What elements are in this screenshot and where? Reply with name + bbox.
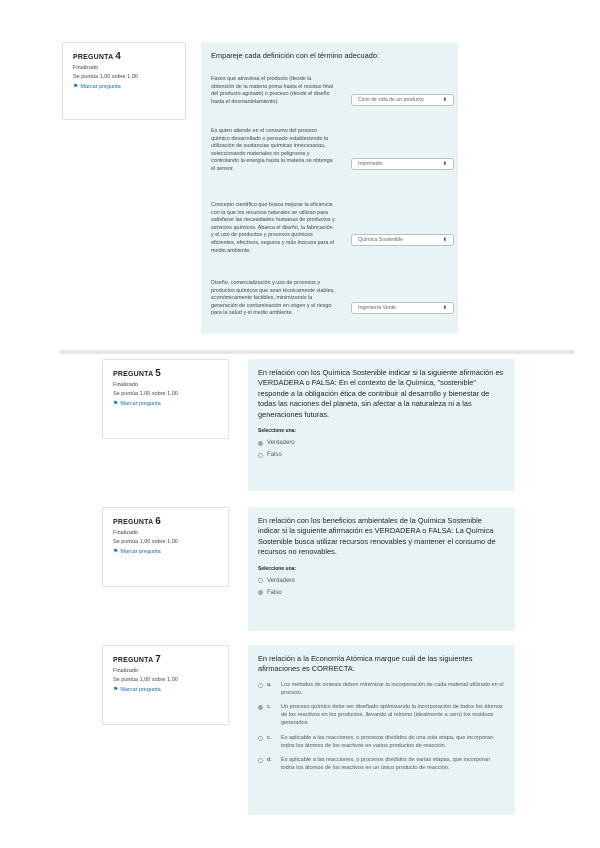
match-row [211, 76, 451, 106]
radio-icon[interactable] [258, 683, 263, 688]
question-4-info [62, 42, 186, 120]
choice-d[interactable]: d. Es aplicable a las reacciones, o procesos divididos de varias etapas, que incorporan todos los átomos de los reactivos en un único producto de reacción. [258, 757, 505, 773]
match-row [211, 202, 451, 255]
flag-icon: ⚑ [73, 84, 79, 90]
match-select[interactable]: Ingeniería Verde ⬍ [351, 302, 454, 314]
question-6-score: Se puntúa 1,00 sobre 1,00 [113, 539, 178, 545]
chevron-down-icon: ⬍ [442, 161, 447, 167]
option-false[interactable]: Falso [258, 590, 505, 596]
question-7-status: Finalizado [113, 668, 139, 674]
question-6-content [248, 507, 515, 631]
chevron-down-icon: ⬍ [442, 97, 447, 103]
match-definition: Diseño, comercialización y uso de procesos y productos químicos que sean técnicamente viables, económicamente factibles, minimizando la generación de contaminación en origen y el riesgo para la salud y el medio ambiente. [211, 280, 335, 317]
radio-checked-icon[interactable] [258, 441, 263, 446]
match-definition: Es quien atiende en el consumo del proceso químico desarrollado o pensado estableciendo la utilización de sustancias químicas innecesarias, seleccionando materiales no peligrosos y controlando la energía hasta la materia se obtenga el sensor. [211, 128, 333, 172]
radio-icon[interactable] [258, 453, 263, 458]
question-6-text: En relación con los beneficios ambientales de la Química Sostenible indicar si la siguiente afirmación es VERDADERA o FALSA: La Química Sostenible busca utilizar recursos renovables y mantener el consumo de recursos no renovables. [258, 516, 496, 557]
question-5-content [248, 359, 515, 491]
question-6-info [102, 507, 229, 587]
radio-checked-icon[interactable] [258, 590, 263, 595]
flag-icon: ⚑ [113, 687, 119, 693]
question-5-status: Finalizado [113, 382, 139, 388]
flag-icon: ⚑ [113, 549, 119, 555]
question-5-flag-link[interactable]: ⚑ Marcar pregunta [113, 400, 161, 407]
match-row [211, 280, 451, 318]
radio-icon[interactable] [258, 578, 263, 583]
radio-icon[interactable] [258, 736, 263, 741]
select-one-label: Seleccione una: [258, 565, 297, 572]
flag-icon: ⚑ [113, 401, 119, 407]
chevron-down-icon: ⬍ [442, 305, 447, 311]
radio-icon[interactable] [258, 758, 263, 763]
question-6-status: Finalizado [113, 530, 139, 536]
match-select[interactable]: Intermedio ⬍ [351, 158, 454, 170]
option-false[interactable]: Falso [258, 452, 505, 458]
question-4-score: Se puntúa 1,00 sobre 1,00 [73, 74, 138, 80]
question-7-text: En relación a la Economía Atómica marque cuál de las siguientes afirmaciones es CORRECTA: [258, 654, 473, 674]
question-7-flag-link[interactable]: ⚑ Marcar pregunta [113, 686, 161, 693]
question-5-score: Se puntúa 1,00 sobre 1,00 [113, 391, 178, 397]
select-one-label: Seleccione una: [258, 428, 297, 435]
question-5-text: En relación con los Química Sostenible indicar si la siguiente afirmación es VERDADERA o FALSA: En el contexto de la Química, "sostenible" responde a la obligación ética de contribuir al desarrollo y bienestar de todas las naciones del planeta, sin afectar a la naturaleza ni a las generaciones futuras. [258, 368, 504, 419]
option-true[interactable]: Verdadero [258, 578, 505, 584]
question-6-flag-link[interactable]: ⚑ Marcar pregunta [113, 548, 161, 555]
question-7-score: Se puntúa 1,00 sobre 1,00 [113, 677, 178, 683]
choice-c[interactable]: c. Es aplicable a las reacciones, o procesos divididos de una sola etapa, que incorporan todos los átomos de los reactivos en varios productos de reacción. [258, 735, 505, 751]
option-true[interactable]: Verdadero [258, 440, 505, 446]
question-4-content [201, 42, 458, 334]
page-divider [60, 350, 575, 354]
choice-a[interactable]: a. Los métodos de síntesis deben minimizar la incorporación de cada material utilizado en el proceso. [258, 682, 505, 698]
chevron-down-icon: ⬍ [442, 237, 447, 243]
question-7-number: PREGUNTA 7 [113, 654, 162, 665]
match-select[interactable]: Química Sostenible ⬍ [351, 234, 454, 246]
question-4-number: PREGUNTA 4 [73, 51, 122, 62]
choice-b[interactable]: c. Un proceso químico debe ser diseñado optimizando la incorporación de todos los átomos de los reactivos en los productos, llevando al mínimo (idealmente a cero) los residuos generados. [258, 704, 505, 727]
question-7-content [248, 645, 515, 815]
match-definition: Concepto científico que busca mejorar la eficiencia con la que los recursos naturales se utilizan para satisfacer las necesidades humanas de productos y servicios químicos. Abarca el diseño, la fabricación y el uso de productos y procesos químicos eficientes, efectivos, seguros y más inocuos para el medio ambiente. [211, 202, 335, 254]
question-4-status: Finalizado [73, 65, 99, 71]
question-6-number: PREGUNTA 6 [113, 516, 162, 527]
match-definition: Fases que atraviesa el producto (desde la obtención de la materia prima hasta el residuo final del producto agotado) o proceso (desde el diseño hasta el desmantelamiento). [211, 76, 333, 105]
question-4-prompt: Empareje cada definición con el término adecuado: [211, 51, 380, 60]
match-row [211, 128, 451, 174]
match-select[interactable]: Ciclo de vida de un producto ⬍ [351, 94, 454, 106]
question-7-info [102, 645, 229, 725]
question-5-number: PREGUNTA 5 [113, 368, 162, 379]
radio-checked-icon[interactable] [258, 705, 263, 710]
question-5-info [102, 359, 229, 439]
question-4-flag-link[interactable]: ⚑ Marcar pregunta [73, 83, 121, 90]
